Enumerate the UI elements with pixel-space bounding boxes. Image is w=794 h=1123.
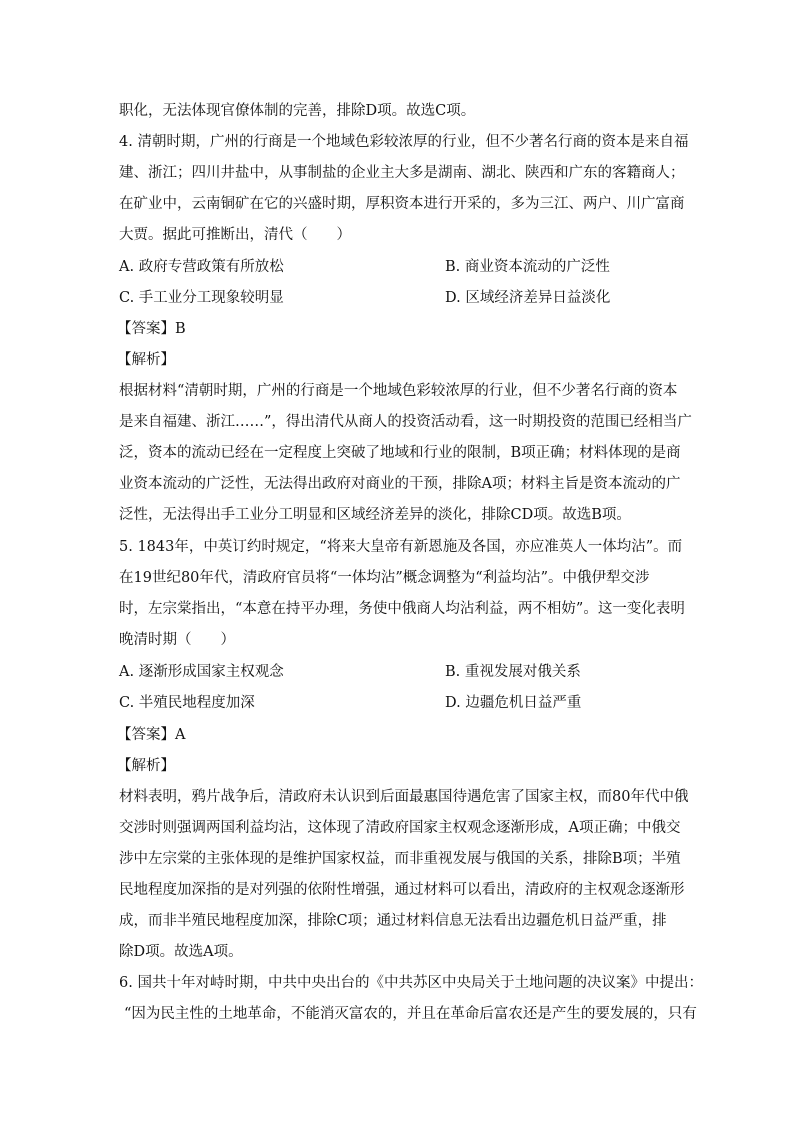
q4-option-b: B. 商业资本流动的广泛性 — [445, 259, 610, 275]
text-line: 是来自福建、浙江……”，得出清代从商人的投资活动看，这一时期投资的范围已经相当广 — [119, 414, 692, 430]
q5-option-b: B. 重视发展对俄关系 — [445, 664, 581, 680]
text-line: 在19世纪80年代，清政府官员将“一体均沾”概念调整为“利益均沾”。中俄伊犁交涉 — [119, 570, 650, 586]
q5-option-d: D. 边疆危机日益严重 — [445, 695, 582, 711]
text-line: 晚清时期（ ） — [119, 632, 235, 648]
q4-answer: 【答案】B — [117, 321, 186, 337]
q4-option-d: D. 区域经济差异日益淡化 — [445, 290, 611, 306]
q5-option-a: A. 逐渐形成国家主权观念 — [119, 664, 284, 680]
q5-answer: 【答案】A — [117, 727, 186, 743]
text-line: 泛，资本的流动已经在一定程度上突破了地域和行业的限制，B项正确；材料体现的是商 — [119, 445, 681, 461]
q4-option-a: A. 政府专营政策有所放松 — [119, 259, 284, 275]
text-line: 涉中左宗棠的主张体现的是维护国家权益，而非重视发展与俄国的关系，排除B项；半殖 — [119, 851, 681, 867]
question-5-stem: 5. 1843年，中英订约时规定，“将来大皇帝有新恩施及各国，亦应准英人一体均沾”。而 — [119, 539, 683, 555]
text-line: 泛性，无法得出手工业分工明显和区域经济差异的淡化，排除CD项。故选B项。 — [119, 507, 631, 523]
text-line: 除D项。故选A项。 — [119, 944, 243, 960]
q4-analysis-heading: 【解析】 — [117, 352, 175, 368]
text-line: 成，而非半殖民地程度加深，排除C项；通过材料信息无法看出边疆危机日益严重，排 — [119, 913, 667, 929]
text-line: 业资本流动的广泛性，无法得出政府对商业的干预，排除A项；材料主旨是资本流动的广 — [119, 476, 681, 492]
text-line: 职化，无法体现官僚体制的完善，排除D项。故选C项。 — [119, 103, 476, 119]
q5-analysis-heading: 【解析】 — [117, 758, 175, 774]
text-line: 建、浙江；四川井盐中，从事制盐的企业主大多是湖南、湖北、陕西和广东的客籍商人； — [119, 165, 685, 181]
text-line: 民地程度加深指的是对列强的依附性增强，通过材料可以看出，清政府的主权观念逐渐形 — [119, 882, 685, 898]
q4-analysis-text: 根据材料“清朝时期，广州的行商是一个地域色彩较浓厚的行业，但不少著名行商的资本 — [119, 383, 678, 399]
text-line: 大贾。据此可推断出，清代（ ） — [119, 227, 351, 243]
q4-option-c: C. 手工业分工现象较明显 — [119, 290, 284, 306]
text-line: 交涉时则强调两国利益均沾，这体现了清政府国家主权观念逐渐形成，A项正确；中俄交 — [119, 820, 681, 836]
question-6-stem: 6. 国共十年对峙时期，中共中央出台的《中共苏区中央局关于土地问题的决议案》中提出： — [119, 975, 703, 991]
question-4-stem: 4. 清朝时期，广州的行商是一个地域色彩较浓厚的行业，但不少著名行商的资本是来自福 — [119, 134, 689, 150]
q5-analysis-text: 材料表明，鸦片战争后，清政府未认识到后面最惠国待遇危害了国家主权，而80年代中俄 — [119, 789, 689, 805]
q5-option-c: C. 半殖民地程度加深 — [119, 695, 255, 711]
text-line: 时，左宗棠指出，“本意在持平办理，务使中俄商人均沾利益，两不相妨”。这一变化表明 — [119, 601, 685, 617]
text-line: “因为民主性的土地革命，不能消灭富农的，并且在革命后富农还是产生的要发展的，只有 — [124, 1006, 697, 1022]
text-line: 在矿业中，云南铜矿在它的兴盛时期，厚积资本进行开采的，多为三江、两户、川广富商 — [119, 196, 685, 212]
